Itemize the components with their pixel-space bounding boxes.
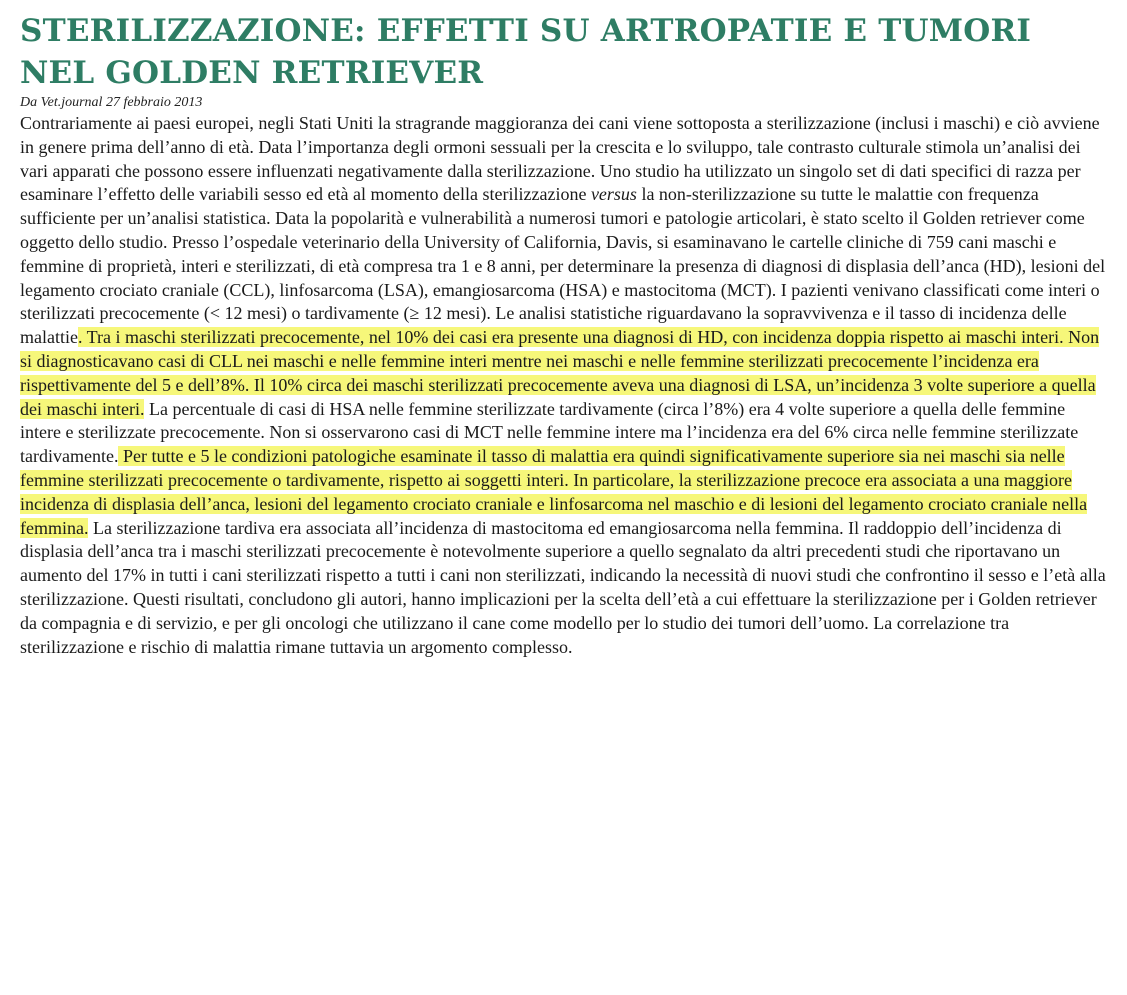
body-segment-discussion: La sterilizzazione tardiva era associata all’incidenza di mastocitoma ed emangiosarcoma nella femmina. Il raddoppio dell’incidenza di displasia dell’anca tra i maschi sterilizzati precocemente è notevolmente superiore a quello segnalato da altri precedenti studi che riportavano un aumento del 17% in tutti i cani sterilizzati rispetto a tutti i cani non sterilizzati, indicando la necessità di nuovi studi che confrontino il sesso e l’età alla sterilizzazione. Questi risultati, concludono gli autori, hanno implicazioni per la scelta dell’età a cui effettuare la sterilizzazione per i Golden retriever da compagnia e di servizio, e per gli oncologi che utilizzano il cane come modello per lo studio dei tumori dell’uomo. La correlazione tra sterilizzazione e rischio di malattia rimane tuttavia un argomento complesso. bbox=[20, 517, 1106, 657]
highlighted-results-male: . Tra i maschi sterilizzati precocemente, nel 10% dei casi era presente una diagnosi di HD, con incidenza doppia rispetto ai maschi interi. Non si diagnosticavano casi di CLL nei maschi e nelle femmine interi mentre nei maschi e nelle femmine sterilizzati precocemente l’incidenza era rispettivamente del 5 e dell’8%. Il 10% circa dei maschi sterilizzati precocemente aveva una diagnosi di LSA, un’incidenza 3 volte superiore a quella dei maschi interi. bbox=[20, 327, 1100, 419]
article-title: STERILIZZAZIONE: EFFETTI SU ARTROPATIE E TUMORI NEL GOLDEN RETRIEVER bbox=[20, 13, 1032, 91]
body-segment-versus: versus bbox=[590, 184, 637, 205]
body-segment-female-results: La percentuale di casi di HSA nelle femmine sterilizzate tardivamente (circa l’8%) era 4 volte superiore a quella delle femmine intere e sterilizzate precocemente. Non si osservarono casi di MCT nelle femmine intere ma l’incidenza era del 6% circa nelle femmine sterilizzate tardivamente. bbox=[20, 398, 1079, 467]
article-body bbox=[20, 112, 1110, 659]
body-segment-methods: la non-sterilizzazione su tutte le malattie con frequenza sufficiente per un’analisi statistica. Data la popolarità e vulnerabilità a numerosi tumori e patologie articolari, è stato scelto il Golden retriever come oggetto dello studio. Presso l’ospedale veterinario della University of California, Davis, si esaminavano le cartelle cliniche di 759 cani maschi e femmine di proprietà, interi e sterilizzati, di età compresa tra 1 e 8 anni, per determinare la presenza di diagnosi di displasia dell’anca (HD), lesioni del legamento crociato craniale (CCL), linfosarcoma (LSA), emangiosarcoma (HSA) e mastocitoma (MCT). I pazienti venivano classificati come interi o sterilizzati precocemente (< 12 mesi) o tardivamente (≥ 12 mesi). Le analisi statistiche riguardavano la sopravvivenza e il tasso di incidenza delle malattie bbox=[20, 184, 1106, 348]
highlighted-conclusion: Per tutte e 5 le condizioni patologiche esaminate il tasso di malattia era quindi significativamente superiore sia nei maschi sia nelle femmine sterilizzati precocemente o tardivamente, rispetto ai soggetti interi. In particolare, la sterilizzazione precoce era associata a una maggiore incidenza di displasia dell’anca, lesioni del legamento crociato craniale e linfosarcoma nel maschio e di lesioni del legamento crociato craniale nella femmina. bbox=[20, 446, 1088, 538]
document-page bbox=[20, 10, 1115, 659]
article-source: Da Vet.journal 27 febbraio 2013 bbox=[20, 95, 203, 110]
body-segment-intro: Contrariamente ai paesi europei, negli Stati Uniti la stragrande maggioranza dei cani viene sottoposta a sterilizzazione (inclusi i maschi) e ciò avviene in genere prima dell’anno di età. Data l’importanza degli ormoni sessuali per la crescita e lo sviluppo, tale contrasto culturale stimola un’analisi dei vari apparati che possono essere influenzati negativamente dalla sterilizzazione. Uno studio ha utilizzato un singolo set di dati specifici di razza per esaminare l’effetto delle variabili sesso ed età al momento della sterilizzazione bbox=[20, 113, 1100, 205]
